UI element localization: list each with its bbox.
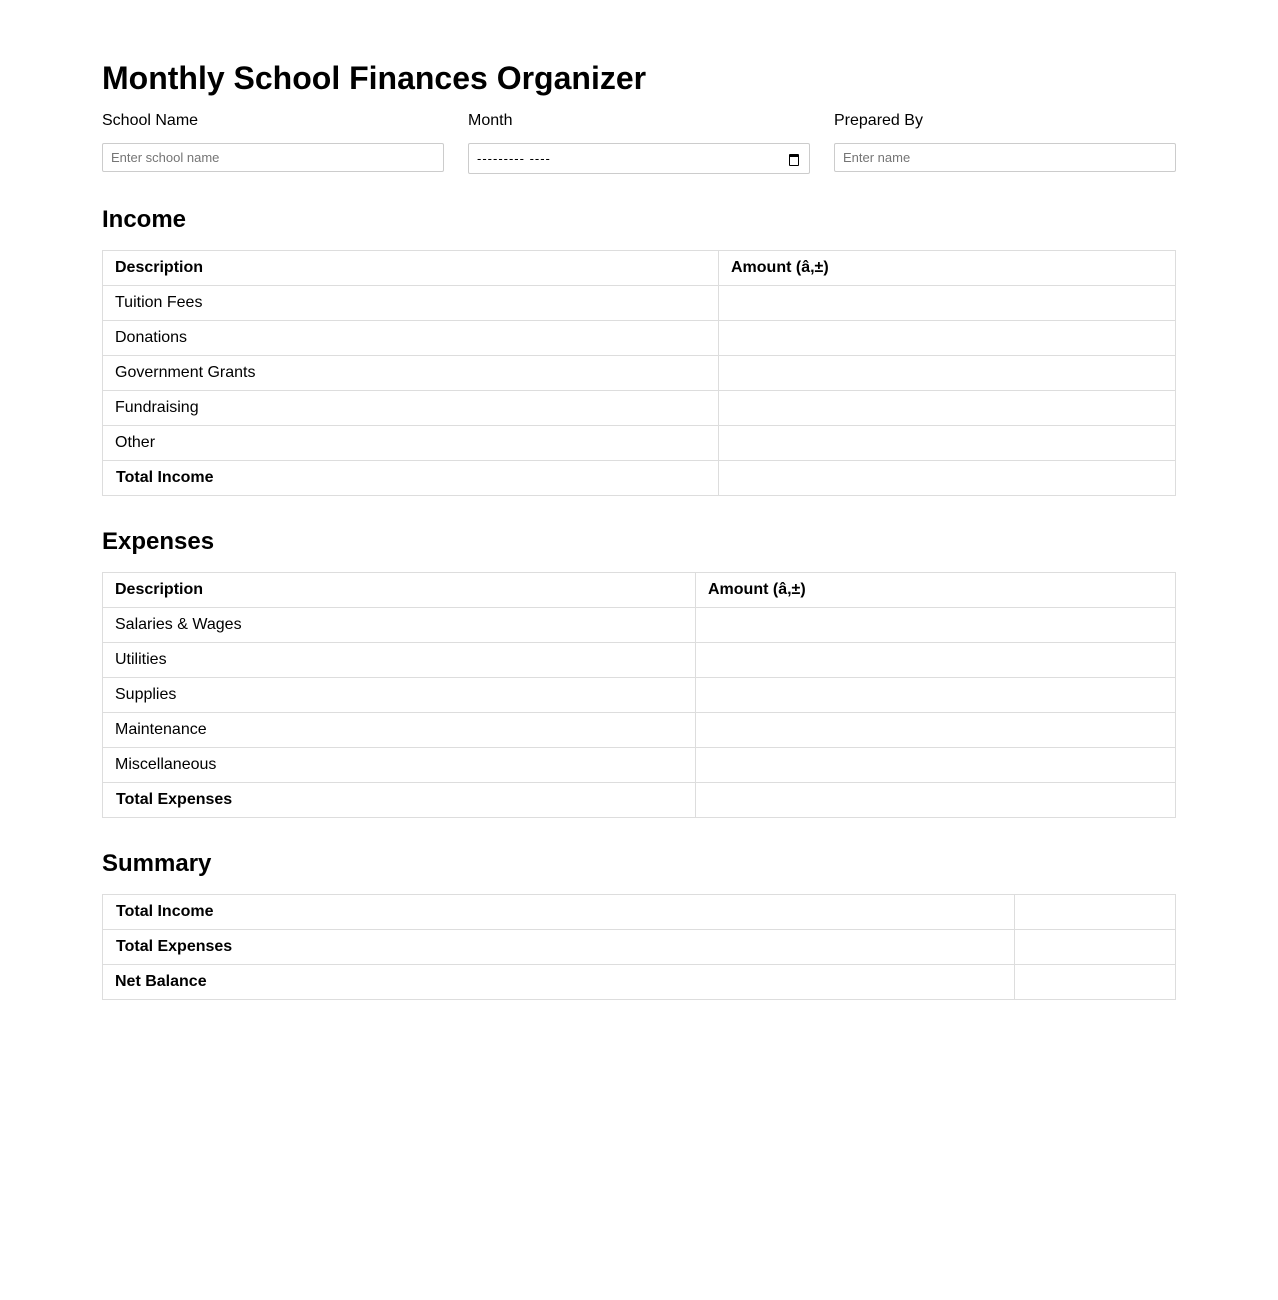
month-mask: --------- ---- [477,151,551,166]
summary-total-income-label: Total Income [103,895,1015,930]
month-input[interactable] [468,143,810,174]
total-income-label: Total Income [103,461,719,496]
summary-net-balance-label: Net Balance [103,965,1015,1000]
calendar-icon[interactable] [789,153,799,164]
expense-description: Salaries & Wages [103,608,696,643]
income-description: Fundraising [103,391,719,426]
summary-total-income-value [1015,895,1176,930]
header-fields [102,111,1176,174]
table-row [103,321,1176,356]
summary-table [102,894,1176,1000]
table-row [103,748,1176,783]
expense-description: Miscellaneous [103,748,696,783]
prepared-by-placeholder: Enter name [843,150,911,165]
expense-amount-cell[interactable] [696,643,1176,678]
month-label: Month [468,112,513,129]
summary-row [103,965,1176,1000]
table-row [103,356,1176,391]
table-row [103,713,1176,748]
total-income-value [719,461,1176,496]
income-table [102,250,1176,496]
school-name-field-group [102,111,444,174]
expense-amount-cell[interactable] [696,713,1176,748]
month-field-group [468,111,810,174]
expense-amount-cell[interactable] [696,678,1176,713]
total-expenses-value [696,783,1176,818]
total-expenses-label: Total Expenses [103,783,696,818]
income-amount-cell[interactable] [719,321,1176,356]
table-row [103,426,1176,461]
summary-heading: Summary [102,850,212,877]
prepared-by-input[interactable] [834,143,1176,172]
school-name-label: School Name [102,112,199,129]
summary-net-balance-value [1015,965,1176,1000]
income-amount-cell[interactable] [719,426,1176,461]
table-row [103,643,1176,678]
table-row [103,678,1176,713]
page-title: Monthly School Finances Organizer [102,60,647,96]
expense-description: Supplies [103,678,696,713]
column-header-amount: Amount (â,±) [719,251,1176,286]
total-row [103,783,1176,818]
prepared-by-label: Prepared By [834,112,923,129]
school-name-placeholder: Enter school name [111,150,220,165]
expenses-table [102,572,1176,818]
expense-description: Maintenance [103,713,696,748]
column-header-amount: Amount (â,±) [696,573,1176,608]
summary-row [103,930,1176,965]
column-header-description: Description [103,573,696,608]
table-row [103,391,1176,426]
summary-row [103,895,1176,930]
prepared-by-field-group [834,111,1176,174]
income-description: Other [103,426,719,461]
table-row [103,608,1176,643]
income-description: Tuition Fees [103,286,719,321]
total-row [103,461,1176,496]
column-header-description: Description [103,251,719,286]
expenses-header-row [103,573,1176,608]
expense-description: Utilities [103,643,696,678]
expenses-heading: Expenses [102,528,215,555]
school-name-input[interactable] [102,143,444,172]
income-amount-cell[interactable] [719,391,1176,426]
expense-amount-cell[interactable] [696,748,1176,783]
income-amount-cell[interactable] [719,286,1176,321]
income-description: Donations [103,321,719,356]
expense-amount-cell[interactable] [696,608,1176,643]
table-row [103,286,1176,321]
income-description: Government Grants [103,356,719,391]
income-amount-cell[interactable] [719,356,1176,391]
income-header-row [103,251,1176,286]
summary-total-expenses-value [1015,930,1176,965]
summary-total-expenses-label: Total Expenses [103,930,1015,965]
income-heading: Income [102,206,187,233]
